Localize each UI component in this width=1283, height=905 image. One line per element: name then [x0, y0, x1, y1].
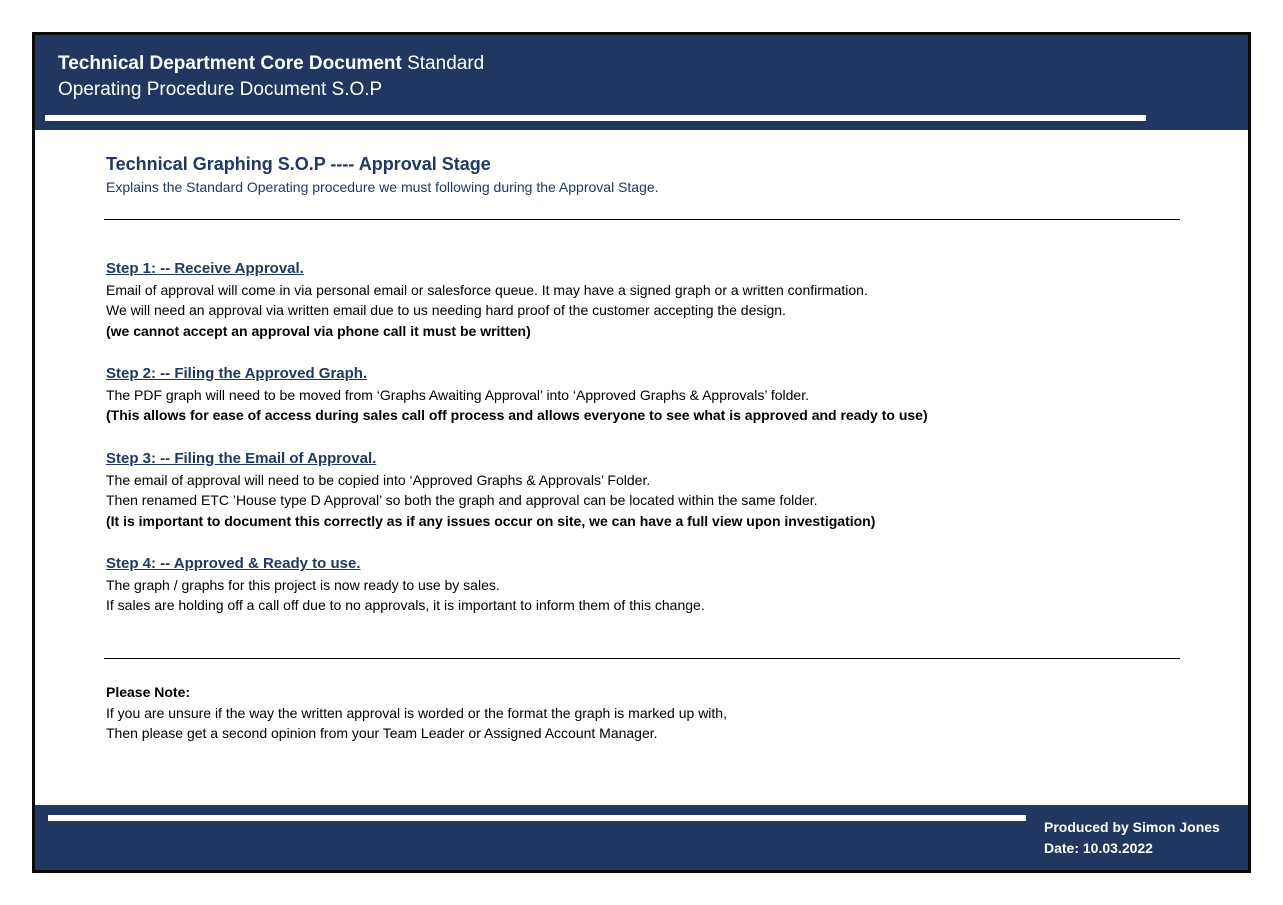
- step-2-title: Step 2: -- Filing the Approved Graph.: [106, 365, 368, 382]
- header-title-line2: Operating Procedure Document S.O.P: [58, 79, 383, 100]
- note-line-1: If you are unsure if the way the written approval is worded or the format the graph is marked up with,: [106, 704, 727, 721]
- step-2-line-1: The PDF graph will need to be moved from ‘Graphs Awaiting Approval’ into ‘Approved Graphs & Approvals’ folder.: [106, 386, 809, 403]
- section-divider-bottom: [104, 658, 1180, 659]
- produced-by: Produced by Simon Jones: [1044, 819, 1220, 835]
- step-3-note: (It is important to document this correctly as if any issues occur on site, we can have a full view upon investigation): [106, 512, 876, 529]
- step-1-line-2: We will need an approval via written email due to us needing hard proof of the customer accepting the design.: [106, 302, 786, 318]
- header-title-bold: Technical Department Core Document: [58, 53, 402, 74]
- step-2-note: (This allows for ease of access during sales call off process and allows everyone to see what is approved and ready to use): [106, 407, 928, 423]
- footer-divider: [48, 815, 1026, 821]
- step-1-line-1: Email of approval will come in via personal email or salesforce queue. It may have a signed graph or a written confirmation.: [106, 281, 868, 298]
- step-2: [106, 364, 1186, 426]
- doc-subtitle: Explains the Standard Operating procedure we must following during the Approval Stage.: [106, 179, 659, 195]
- please-note: [106, 682, 727, 744]
- step-4-line-1: The graph / graphs for this project is now ready to use by sales.: [106, 576, 500, 593]
- header-banner: [35, 35, 1248, 130]
- step-3: [106, 449, 1186, 531]
- step-3-line-1: The email of approval will need to be copied into ‘Approved Graphs & Approvals’ Folder.: [106, 471, 651, 488]
- header-title-rest: Standard: [401, 53, 485, 74]
- step-4-line-2: If sales are holding off a call off due to no approvals, it is important to inform them of this change.: [106, 597, 705, 613]
- step-3-title: Step 3: -- Filing the Email of Approval.: [106, 450, 377, 467]
- step-1-note: (we cannot accept an approval via phone call it must be written): [106, 322, 531, 339]
- note-label: Please Note:: [106, 684, 191, 700]
- section-divider-top: [104, 219, 1180, 220]
- produced-date: Date: 10.03.2022: [1044, 840, 1153, 856]
- step-4-title: Step 4: -- Approved & Ready to use.: [106, 555, 361, 572]
- footer-banner: [35, 805, 1248, 870]
- step-4: [106, 554, 1186, 616]
- footer-credits: [1044, 817, 1220, 859]
- header-divider: [45, 115, 1146, 121]
- step-3-line-2: Then renamed ETC ’House type D Approval’ so both the graph and approval can be located within the same folder.: [106, 492, 818, 508]
- step-1-title: Step 1: -- Receive Approval.: [106, 260, 304, 277]
- note-line-2: Then please get a second opinion from your Team Leader or Assigned Account Manager.: [106, 725, 658, 741]
- header-title: [58, 51, 484, 103]
- doc-title: Technical Graphing S.O.P ---- Approval Stage: [106, 154, 491, 174]
- document-page: [32, 32, 1251, 873]
- step-1: [106, 259, 1186, 341]
